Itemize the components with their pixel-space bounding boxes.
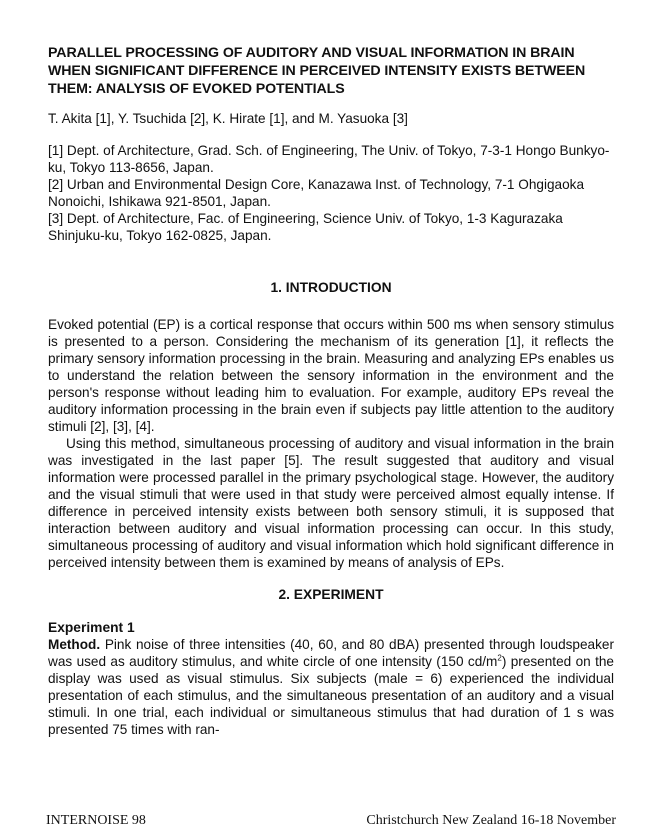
section-heading-experiment: 2. EXPERIMENT — [278, 587, 384, 602]
footer-location-date: Christchurch New Zealand 16-18 November — [366, 813, 616, 828]
affiliation-3: [3] Dept. of Architecture, Fac. of Engineering, Science Univ. of Tokyo, 1-3 Kagurazaka Shinjuku-ku, Tokyo 162-0825, Japan. — [48, 211, 563, 243]
method-superscript: 2 — [497, 653, 502, 663]
method-paragraph — [48, 636, 614, 738]
author-list: T. Akita [1], Y. Tsuchida [2], K. Hirate [1], and M. Yasuoka [3] — [48, 111, 408, 126]
page-footer — [46, 813, 616, 829]
method-label: Method. — [48, 637, 101, 652]
footer-conference: INTERNOISE 98 — [46, 813, 146, 828]
paper-title: PARALLEL PROCESSING OF AUDITORY AND VISUAL INFORMATION IN BRAIN WHEN SIGNIFICANT DIFFERENCE IN PERCEIVED INTENSITY EXISTS BETWEEN THEM: ANALYSIS OF EVOKED POTENTIALS — [48, 45, 586, 97]
affiliation-1: [1] Dept. of Architecture, Grad. Sch. of Engineering, The Univ. of Tokyo, 7-3-1 Hongo Bunkyo-ku, Tokyo 113-8656, Japan. — [48, 143, 610, 175]
affiliation-2: [2] Urban and Environmental Design Core, Kanazawa Inst. of Technology, 7-1 Ohgigaoka Nonoichi, Ishikawa 921-8501, Japan. — [48, 177, 585, 209]
section-heading-introduction: 1. INTRODUCTION — [270, 280, 392, 295]
paper-page — [48, 44, 614, 738]
intro-paragraph-1: Evoked potential (EP) is a cortical response that occurs within 500 ms when sensory stimulus is presented to a person. Considering the mechanism of its generation [1], it reflects the primary sensory information processing in the brain. Measuring and analyzing EPs enables us to understand the relation between the sensory information in the environment and the person's response without leading him to evaluation. For example, auditory EPs reveal the auditory information processing in the brain even if subjects pay little attention to the auditory stimuli [2], [3], [4]. — [48, 317, 614, 434]
method-text-b: ) presented on the display was used as visual stimulus. Six subjects (male = 6) experienced the individual presentation of each stimulus, and the simultaneous presentation of an auditory and a visual stimuli. In one trial, each individual or simultaneous stimulus that had duration of 1 s was presented 75 times with ran- — [48, 654, 614, 737]
affiliations — [48, 142, 614, 244]
intro-paragraph-2: Using this method, simultaneous processing of auditory and visual information in the brain was investigated in the last paper [5]. The result suggested that auditory and visual information were processed parallel in the primary psychological stage. However, the auditory and the visual stimuli that were used in that study were perceived almost equally intense. If difference in perceived intensity exists between both sensory stimuli, it is supposed that interaction between auditory and visual information processing can occur. In this study, simultaneous processing of auditory and visual information which hold significant difference in perceived intensity between them is examined by means of analysis of EPs. — [48, 436, 614, 570]
method-text-a: Pink noise of three intensities (40, 60, and 80 dBA) presented through loudspeaker was used as auditory stimulus, and white circle of one intensity (150 cd/m — [48, 637, 614, 669]
experiment-1-heading: Experiment 1 — [48, 620, 135, 635]
